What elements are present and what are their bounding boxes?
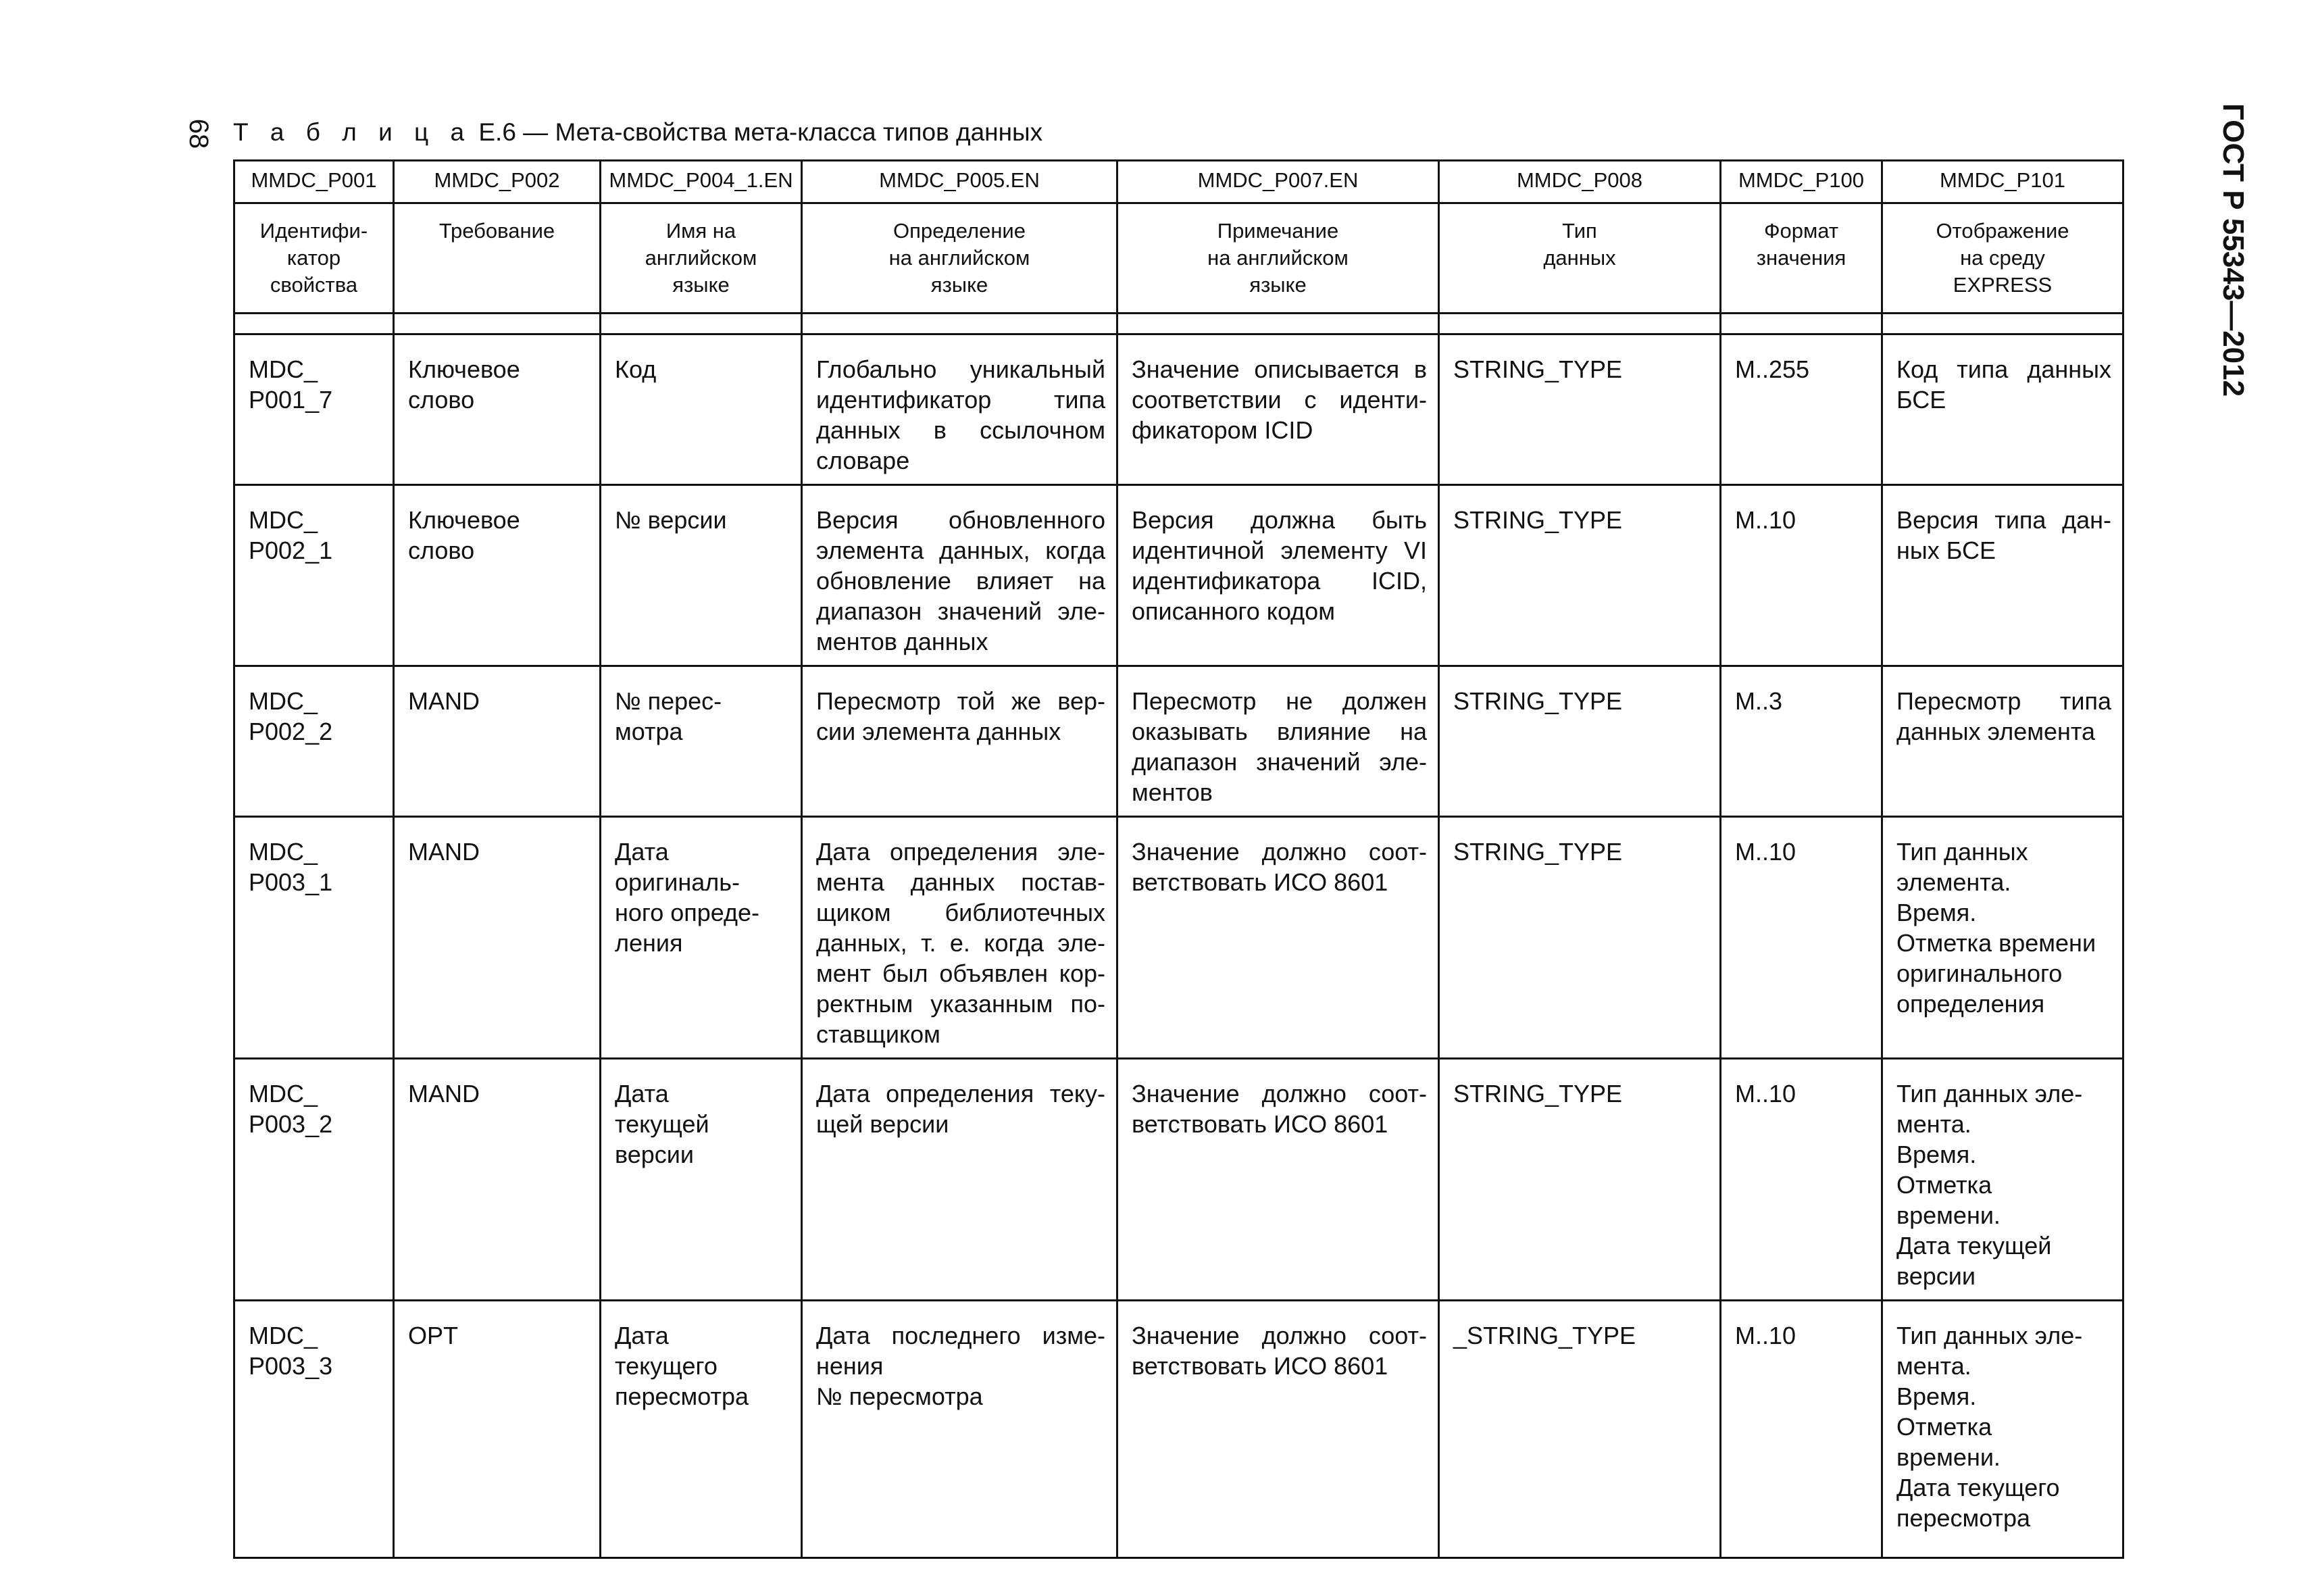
- meta-properties-table: [233, 159, 2124, 1559]
- data-type: STRING_TYPE: [1439, 485, 1721, 666]
- requirement: MAND: [394, 1059, 601, 1301]
- code-cell: MMDC_P008: [1439, 161, 1721, 203]
- data-type: STRING_TYPE: [1439, 817, 1721, 1059]
- code-cell: MMDC_P101: [1882, 161, 2123, 203]
- header-cell: Идентифи- катор свойства: [234, 203, 394, 314]
- note: Значение описывается в соответствии с иденти-фикатором ICID: [1117, 334, 1439, 485]
- express-mapping: Версия типа дан-ных БСЕ: [1882, 485, 2123, 666]
- requirement: MAND: [394, 817, 601, 1059]
- table-row: [234, 666, 2123, 817]
- header-cell: Формат значения: [1721, 203, 1882, 314]
- english-name: № версии: [601, 485, 802, 666]
- definition: Дата определения теку-щей версии: [802, 1059, 1117, 1301]
- definition: Дата определения эле-мента данных постав-щиком библиотечных данных, т. е. когда эле-мент был объявлен кор-ректным указанным по-ставщиком: [802, 817, 1117, 1059]
- note: Значение должно соот-ветствовать ИСО 8601: [1117, 1059, 1439, 1301]
- value-format: M..10: [1721, 485, 1882, 666]
- english-name: Дата оригиналь- ного опреде- ления: [601, 817, 802, 1059]
- value-format: M..10: [1721, 1059, 1882, 1301]
- code-header-row: [234, 161, 2123, 203]
- note: Значение должно соот-ветствовать ИСО 8601: [1117, 1301, 1439, 1558]
- table-row: [234, 485, 2123, 666]
- definition: Глобально уникальный идентификатор типа данных в ссылочном словаре: [802, 334, 1117, 485]
- page-number: 68: [184, 118, 213, 149]
- property-id: MDC_ P002_2: [234, 666, 394, 817]
- express-mapping: Тип данных эле-мента. Время. Отметка времени. Дата текущей версии: [1882, 1059, 2123, 1301]
- english-name: Дата текущей версии: [601, 1059, 802, 1301]
- data-type: STRING_TYPE: [1439, 666, 1721, 817]
- code-cell: MMDC_P001: [234, 161, 394, 203]
- english-name: Дата текущего пересмотра: [601, 1301, 802, 1558]
- requirement: OPT: [394, 1301, 601, 1558]
- express-mapping: Пересмотр типа данных элемента: [1882, 666, 2123, 817]
- header-separator: [234, 314, 2123, 334]
- header-cell: Определение на английском языке: [802, 203, 1117, 314]
- value-format: M..10: [1721, 1301, 1882, 1558]
- requirement: Ключевое слово: [394, 334, 601, 485]
- english-name: Код: [601, 334, 802, 485]
- table-row: [234, 334, 2123, 485]
- definition: Версия обновленного элемента данных, когда обновление влияет на диапазон значений эле-ментов данных: [802, 485, 1117, 666]
- code-cell: MMDC_P002: [394, 161, 601, 203]
- code-cell: MMDC_P005.EN: [802, 161, 1117, 203]
- value-format: M..10: [1721, 817, 1882, 1059]
- standard-designation: ГОСТ Р 55343—2012: [2217, 103, 2250, 397]
- property-id: MDC_ P002_1: [234, 485, 394, 666]
- express-mapping: Тип данных эле-мента. Время. Отметка времени. Дата текущего пересмотра: [1882, 1301, 2123, 1558]
- requirement: MAND: [394, 666, 601, 817]
- header-cell: Имя на английском языке: [601, 203, 802, 314]
- caption-title: Е.6 — Мета-свойства мета-класса типов данных: [478, 118, 1043, 146]
- code-cell: MMDC_P004_1.EN: [601, 161, 802, 203]
- value-format: M..3: [1721, 666, 1882, 817]
- value-format: M..255: [1721, 334, 1882, 485]
- property-id: MDC_ P001_7: [234, 334, 394, 485]
- table-row: [234, 817, 2123, 1059]
- property-id: MDC_ P003_1: [234, 817, 394, 1059]
- data-type: STRING_TYPE: [1439, 1059, 1721, 1301]
- note: Значение должно соот-ветствовать ИСО 8601: [1117, 817, 1439, 1059]
- data-type: STRING_TYPE: [1439, 334, 1721, 485]
- property-id: MDC_ P003_2: [234, 1059, 394, 1301]
- header-cell: Примечание на английском языке: [1117, 203, 1439, 314]
- definition: Дата последнего изме-нения № пересмотра: [802, 1301, 1117, 1558]
- code-cell: MMDC_P007.EN: [1117, 161, 1439, 203]
- express-mapping: Код типа данных БСЕ: [1882, 334, 2123, 485]
- english-name: № перес- мотра: [601, 666, 802, 817]
- header-cell: Отображение на среду EXPRESS: [1882, 203, 2123, 314]
- table-row: [234, 1301, 2123, 1558]
- note: Версия должна быть идентичной элементу VI идентификатора ICID, описанного кодом: [1117, 485, 1439, 666]
- requirement: Ключевое слово: [394, 485, 601, 666]
- data-type: _STRING_TYPE: [1439, 1301, 1721, 1558]
- caption-prefix: Т а б л и ц а: [233, 118, 472, 146]
- header-cell: Требование: [394, 203, 601, 314]
- table-caption: [233, 114, 1042, 151]
- code-cell: MMDC_P100: [1721, 161, 1882, 203]
- description-header-row: [234, 203, 2123, 314]
- express-mapping: Тип данных элемента. Время. Отметка времени оригинального определения: [1882, 817, 2123, 1059]
- note: Пересмотр не должен оказывать влияние на диапазон значений эле-ментов: [1117, 666, 1439, 817]
- property-id: MDC_ P003_3: [234, 1301, 394, 1558]
- definition: Пересмотр той же вер-сии элемента данных: [802, 666, 1117, 817]
- table-row: [234, 1059, 2123, 1301]
- header-cell: Тип данных: [1439, 203, 1721, 314]
